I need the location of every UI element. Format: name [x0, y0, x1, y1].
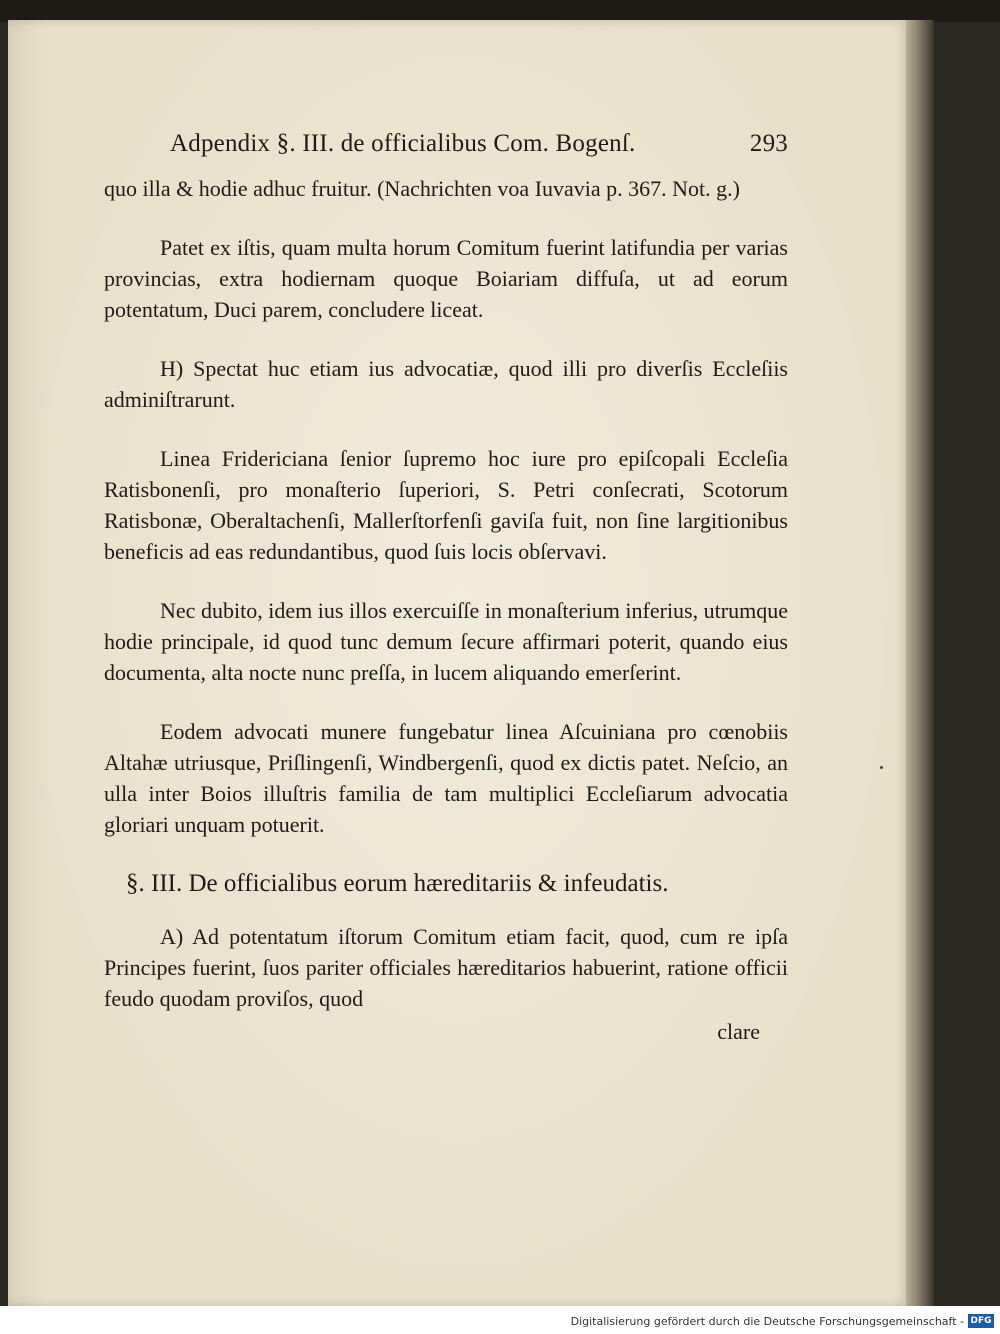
paragraph-4: Linea Fridericiana ſenior ſupremo hoc iure pro epiſcopali Eccleſia Ratisbonenſi, pro monaſterio ſuperiori, S. Petri conſecrati, Scotorum Ratisbonæ, Oberaltachenſi, Mallerſtorfenſi gaviſa fuit, non ſine largitionibus beneficis ad eas redundantibus, quod ſuis locis obſervavi. [104, 446, 788, 564]
dfg-logo: DFG [968, 1314, 994, 1328]
page-edge [906, 20, 934, 1306]
paragraph-6: Eodem advocati munere fungebatur linea Aſcuiniana pro cœnobiis Altahæ utriusque, Priſlingenſi, Windbergenſi, quod ex dictis patet. Neſcio, an ulla inter Boios illuſtris familia de tam multiplici Eccleſiarum advocatia gloriari unquam potuerit. [104, 719, 788, 837]
paper-speck [880, 766, 883, 769]
paragraph-5: Nec dubito, idem ius illos exercuiſſe in monaſterium inferius, utrumque hodie principale, id quod tunc demum ſecure affirmari poterit, quando eius documenta, alta nocte nunc preſſa, in lucem aliquando emerſerint. [104, 598, 788, 685]
paragraph-7: A) Ad potentatum iſtorum Comitum etiam facit, quod, cum re ipſa Principes fuerint, ſuos pariter officiales hæreditarios habuerint, ratione officii feudo quodam proviſos, quod [104, 924, 788, 1011]
section-heading: §. III. De officialibus eorum hæreditariis & infeudatis. [126, 870, 669, 897]
paragraph-2: Patet ex iſtis, quam multa horum Comitum fuerint latifundia per varias provincias, extra hodiernam quoque Boiariam diffuſa, ut ad eorum potentatum, Duci parem, concludere liceat. [104, 235, 788, 322]
paragraph-3: H) Spectat huc etiam ius advocatiæ, quod illi pro diverſis Eccleſiis adminiſtrarunt. [104, 356, 788, 412]
running-head [170, 128, 788, 159]
footer-credit: Digitalisierung gefördert durch die Deutsche Forschungsgemeinschaft - [570, 1315, 964, 1328]
scan-border-top [0, 0, 1000, 22]
running-head-title: Adpendix §. III. de officialibus Com. Bogenſ. [170, 130, 636, 157]
page-number: 293 [749, 130, 788, 157]
page-content [104, 128, 788, 1047]
paragraph-1: quo illa & hodie adhuc fruitur. (Nachrichten voa Iuvavia p. 367. Not. g.) [104, 176, 740, 201]
footer-bar [0, 1306, 1000, 1334]
catchword: clare [717, 1019, 760, 1044]
book-page [8, 20, 910, 1306]
